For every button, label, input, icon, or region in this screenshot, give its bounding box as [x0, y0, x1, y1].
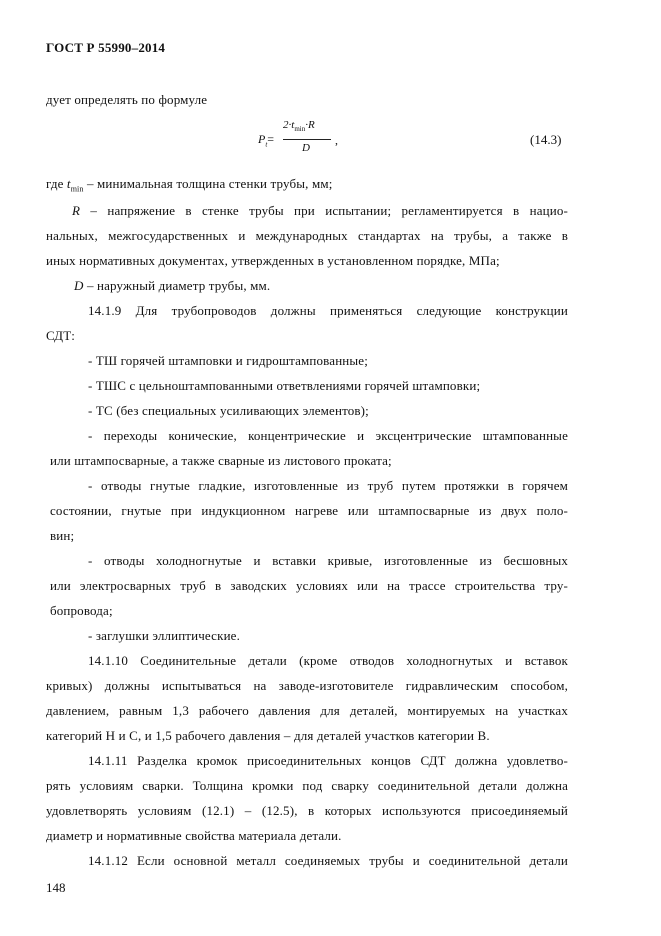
para-14-1-11-line-3: удовлетворять условиям (12.1) – (12.5), в которых используются присоединяемый: [46, 803, 568, 818]
list-item: - ТШ горячей штамповки и гидроштампованные;: [88, 353, 368, 368]
para-14-1-9-line-2: СДТ:: [46, 328, 76, 343]
para-14-1-10-line-2: кривых) должны испытываться на заводе-изготовителе гидравлическим способом,: [46, 678, 568, 693]
equation-number: (14.3): [530, 132, 562, 147]
list-item-continuation: бопровода;: [50, 603, 113, 618]
list-item-continuation: или электросварных труб в заводских условиях или на трассе строительства тру-: [50, 578, 568, 593]
page-number: 148: [46, 880, 66, 895]
formula-14-3: [258, 119, 338, 159]
where-r-line-1: R – напряжение в стенке трубы при испытании; регламентируется в нацио-: [72, 203, 568, 218]
para-14-1-11-line-4: диаметр и нормативные свойства материала детали.: [46, 828, 342, 843]
formula-lhs: $P_t=$: [258, 132, 275, 149]
para-14-1-10-line-1: 14.1.10 Соединительные детали (кроме отводов холодногнутых и вставок: [88, 653, 568, 668]
where-d-line: D – наружный диаметр трубы, мм.: [74, 278, 271, 293]
para-14-1-10-line-3: давлением, равным 1,3 рабочего давления для деталей, монтируемых на участках: [46, 703, 568, 718]
fraction-bar: [283, 139, 331, 140]
list-item: - отводы гнутые гладкие, изготовленные из труб путем протяжки в горячем: [88, 478, 568, 493]
list-item-continuation: состоянии, гнутые при индукционном нагреве или штампосварные из двух поло-: [50, 503, 568, 518]
para-14-1-10-line-4: категорий Н и С, и 1,5 рабочего давления – для деталей участков категории В.: [46, 728, 490, 743]
intro-text: дует определять по формуле: [46, 92, 208, 107]
list-item-continuation: вин;: [50, 528, 75, 543]
list-item: - ТС (без специальных усиливающих элементов);: [88, 403, 369, 418]
para-14-1-12-line-1: 14.1.12 Если основной металл соединяемых трубы и соединительной детали: [88, 853, 568, 868]
where-t-line: где $t_{min}$ – минимальная толщина стенки трубы, мм;: [46, 176, 333, 194]
para-14-1-9-line-1: 14.1.9 Для трубопроводов должны применяться следующие конструкции: [88, 303, 568, 318]
document-header: ГОСТ Р 55990–2014: [46, 40, 166, 55]
para-14-1-11-line-2: рять условиям сварки. Толщина кромки под сварку соединительной детали должна: [46, 778, 568, 793]
formula-numerator: $2\cdot t_{min}\cdot R$: [283, 119, 315, 134]
list-item: - отводы холодногнутые и вставки кривые, изготовленные из бесшовных: [88, 553, 568, 568]
list-item: - ТШС с цельноштампованными ответвлениями горячей штамповки;: [88, 378, 481, 393]
list-item-continuation: или штампосварные, а также сварные из листового проката;: [50, 453, 392, 468]
where-r-line-2: нальных, межгосударственных и международных стандартах на трубы, а также в: [46, 228, 568, 243]
list-item: - заглушки эллиптические.: [88, 628, 240, 643]
list-item: - переходы конические, концентрические и эксцентрические штампованные: [88, 428, 568, 443]
para-14-1-11-line-1: 14.1.11 Разделка кромок присоединительных концов СДТ должна удовлетво-: [88, 753, 568, 768]
where-r-line-3: иных нормативных документах, утвержденных в установленном порядке, МПа;: [46, 253, 500, 268]
formula-comma: ,: [335, 133, 338, 147]
formula-denominator: D: [302, 142, 310, 154]
